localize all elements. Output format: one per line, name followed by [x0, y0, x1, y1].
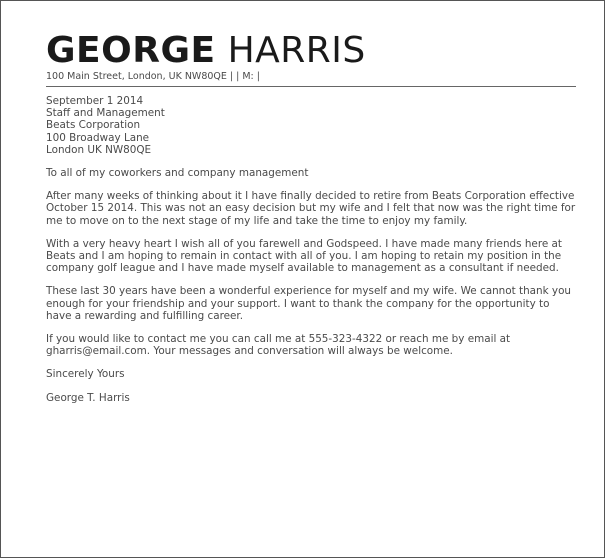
address-block [46, 95, 576, 156]
sender-last-name: HARRIS [227, 30, 366, 71]
recipient-line: 100 Broadway Lane [46, 131, 150, 144]
paragraph: If you would like to contact me you can call me at 555-323-4322 or reach me by email at gharris@email.com. Your messages and conversation will always be welcome. [46, 333, 511, 358]
paragraph: With a very heavy heart I wish all of you farewell and Godspeed. I have made many friends here at Beats and I am hoping to remain in contact with all of you. I am hoping to retain my position in the company golf league and I have made myself available to management as a consultant if needed. [46, 237, 562, 275]
closing: Sincerely Yours [46, 368, 125, 381]
signature-name: George T. Harris [46, 391, 130, 404]
letter-content [46, 31, 576, 404]
sender-contact-line: 100 Main Street, London, UK NW80QE | | M: | [46, 71, 576, 87]
sender-name [46, 31, 576, 71]
letter-body [46, 95, 576, 404]
recipient-line: London UK NW80QE [46, 143, 152, 156]
paragraph: These last 30 years have been a wonderful experience for myself and my wife. We cannot thank you enough for your friendship and your support. I want to thank the company for the opportunity to have a rewarding and fulfilling career. [46, 285, 572, 322]
recipient-line: Staff and Management [46, 107, 165, 120]
sender-first-name: GEORGE [46, 30, 216, 71]
paragraph: After many weeks of thinking about it I have finally decided to retire from Beats Corporation effective October 15 2014. This was not an easy decision but my wife and I felt that now was the right time for me to move on to the next stage of my life and take the time to enjoy my family. [46, 190, 576, 227]
letter-date: September 1 2014 [46, 95, 144, 107]
recipient-line: Beats Corporation [46, 119, 141, 132]
salutation: To all of my coworkers and company management [46, 167, 309, 180]
